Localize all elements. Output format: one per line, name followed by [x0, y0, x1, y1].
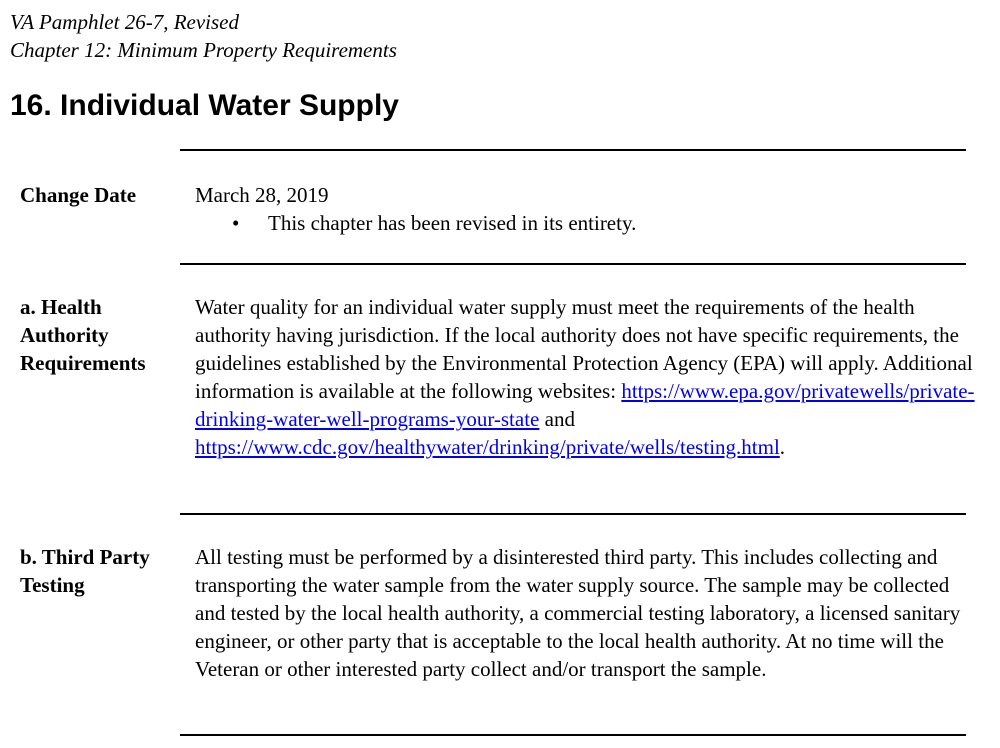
section-divider: [180, 149, 966, 151]
bullet-icon: •: [232, 211, 240, 235]
change-date-body: [195, 181, 975, 237]
health-authority-label-line: Authority: [20, 323, 109, 347]
third-party-label-line: Testing: [20, 573, 85, 597]
section-divider: [180, 263, 966, 265]
chapter-title: 16. Individual Water Supply: [10, 89, 399, 122]
document-header: [10, 8, 397, 64]
change-date-label: Change Date: [20, 183, 137, 207]
list-item: [195, 209, 975, 237]
change-date-value: March 28, 2019: [195, 183, 329, 207]
health-authority-text: Water quality for an individual water supply must meet the requirements of the health authority having jurisdiction. If the local authority does not have specific requirements, the guidelines established by the Environmental Protection Agency (EPA) will apply. Additional information is available at the following websites:: [195, 295, 973, 403]
section-divider: [180, 734, 966, 736]
section-divider: [180, 513, 966, 515]
third-party-label-line: b. Third Party: [20, 545, 150, 569]
link-connector: and: [539, 407, 575, 431]
third-party-body: All testing must be performed by a disinterested third party. This includes collecting and transporting the water sample from the water supply source. The sample may be collected and tested by the local health authority, a commercial testing laboratory, a licensed sanitary engineer, or other party that is acceptable to the local health authority. At no time will the Veteran or other interested party collect and/or transport the sample.: [195, 545, 961, 681]
change-date-bullets: [195, 209, 975, 237]
epa-link[interactable]: https://www.epa.gov/privatewells/private-drinking-water-well-programs-your-state: [195, 379, 975, 431]
health-authority-label-line: Requirements: [20, 351, 146, 375]
third-party-label: [20, 543, 180, 599]
pamphlet-title: VA Pamphlet 26-7, Revised: [10, 10, 239, 34]
bullet-text: This chapter has been revised in its entirety.: [268, 211, 637, 235]
sentence-end: .: [779, 435, 786, 459]
cdc-link[interactable]: https://www.cdc.gov/healthywater/drinking/private/wells/testing.html: [195, 435, 780, 459]
health-authority-label: [20, 293, 180, 377]
health-authority-body: [195, 293, 975, 461]
health-authority-label-line: a. Health: [20, 295, 102, 319]
chapter-subtitle: Chapter 12: Minimum Property Requirements: [10, 38, 397, 62]
